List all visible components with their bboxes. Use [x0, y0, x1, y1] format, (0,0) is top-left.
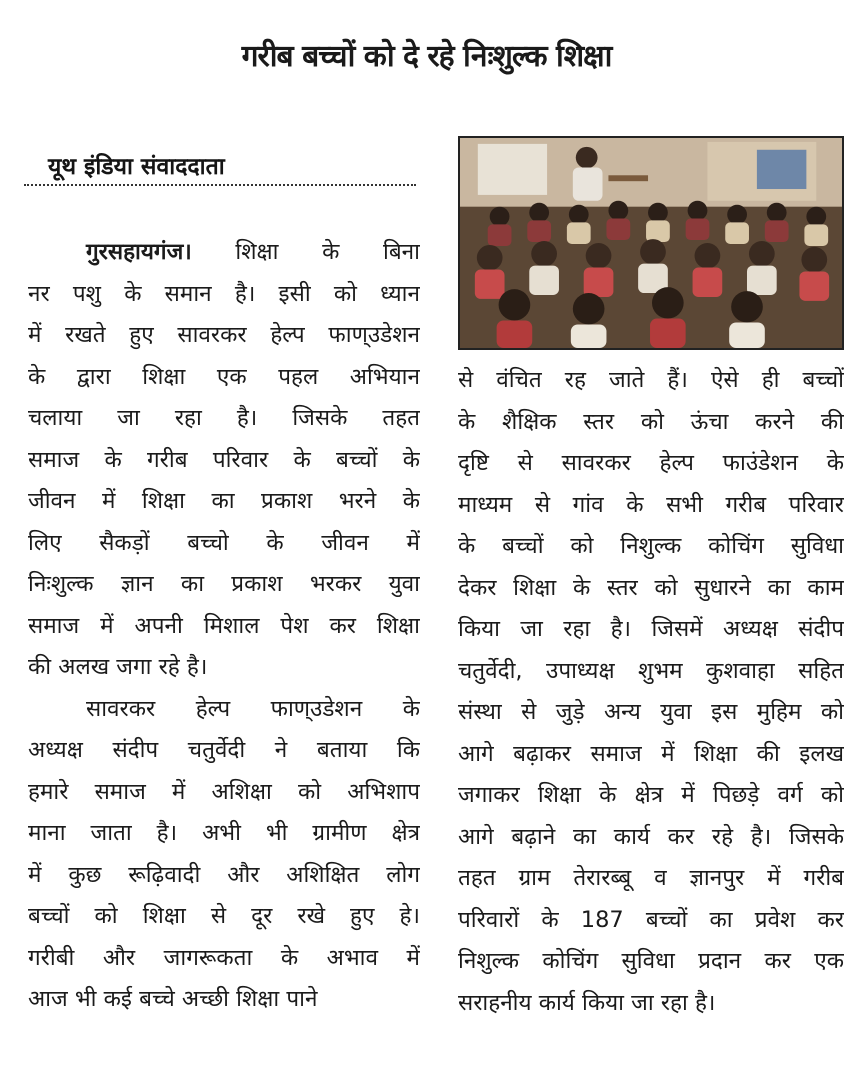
article-line [458, 983, 844, 1025]
article-line [458, 609, 844, 651]
article-line-text: में रखते हुए सावरकर हेल्प फाण्उडेशन [28, 322, 420, 348]
dateline: गुरसहायगंज। [86, 239, 192, 265]
article-line-text: के शैक्षिक स्तर को ऊंचा करने की [458, 408, 844, 435]
article-line-text: निशुल्क कोचिंग सुविधा प्रदान कर एक [458, 948, 844, 974]
article-line [28, 398, 420, 440]
article-line [458, 402, 844, 444]
byline: यूथ इंडिया संवाददाता [24, 150, 416, 186]
article-line [28, 440, 420, 482]
article-line [458, 692, 844, 734]
article-line [458, 443, 844, 485]
article-line-text: से वंचित रह जाते हैं। ऐसे ही बच्चों [458, 367, 844, 393]
article-line-text: सराहनीय कार्य किया जा रहा है। [458, 989, 716, 1016]
article-line [28, 232, 420, 274]
article-line [28, 315, 420, 357]
article-line-text: चलाया जा रहा है। जिसके तहत [28, 405, 420, 431]
article-line-text: समाज के गरीब परिवार के बच्चों के [28, 446, 420, 473]
article-line [28, 896, 420, 938]
headline: गरीब बच्चों को दे रहे निःशुल्क शिक्षा [241, 39, 612, 74]
classroom-photo [458, 136, 844, 350]
article-line [28, 979, 420, 1021]
article-line [28, 274, 420, 316]
article-line-text: नर पशु के समान है। इसी को ध्यान [28, 280, 420, 307]
article-line-text: के द्वारा शिक्षा एक पहल अभियान [28, 363, 420, 390]
article-line-text: निःशुल्क ज्ञान का प्रकाश भरकर युवा [28, 571, 420, 597]
article-line [458, 817, 844, 859]
article-line [28, 481, 420, 523]
article-line-text: की अलख जगा रहे है। [28, 654, 208, 680]
article-line-text: गरीबी और जागरूकता के अभाव में [28, 944, 420, 971]
article-line [458, 734, 844, 776]
article-line-text: जगाकर शिक्षा के क्षेत्र में पिछड़े वर्ग को [458, 782, 844, 808]
article-line-text: संस्था से जुड़े अन्य युवा इस मुहिम को [458, 699, 844, 725]
article-line [28, 813, 420, 855]
article-line [28, 855, 420, 897]
article-line-text: के बच्चों को निशुल्क कोचिंग सुविधा [458, 533, 844, 559]
article-line [458, 651, 844, 693]
article-line [28, 606, 420, 648]
article-line-text: सावरकर हेल्प फाण्उडेशन के [86, 695, 420, 722]
article-line [458, 568, 844, 610]
article-line [28, 357, 420, 399]
article-line-text: बच्चों को शिक्षा से दूर रखे हुए हे। [28, 903, 420, 929]
article-line-text: परिवारों के 187 बच्चों का प्रवेश कर [458, 906, 844, 933]
article-line [458, 526, 844, 568]
article-line-text: लिए सैकड़ों बच्चो के जीवन में [28, 529, 420, 556]
article-line-text: देकर शिक्षा के स्तर को सुधारने का काम [458, 574, 844, 601]
article-line [458, 941, 844, 983]
article-line-text: तहत ग्राम तेरारब्बू व ज्ञानपुर में गरीब [458, 865, 844, 891]
classroom-photo-icon [460, 138, 842, 348]
article-line-text: समाज में अपनी मिशाल पेश कर शिक्षा [28, 612, 420, 639]
article-line [28, 647, 420, 689]
article-line-text: किया जा रहा है। जिसमें अध्यक्ष संदीप [458, 616, 844, 642]
article-line-text: माध्यम से गांव के सभी गरीब परिवार [458, 491, 844, 518]
article-line-text: अध्यक्ष संदीप चतुर्वेदी ने बताया कि [28, 737, 420, 763]
article-line [28, 564, 420, 606]
article-line [458, 775, 844, 817]
article-line-text: में कुछ रूढ़िवादी और अशिक्षित लोग [28, 861, 420, 888]
article-line-text: शिक्षा के बिना [191, 239, 420, 265]
article-line-text: आगे बढ़ाने का कार्य कर रहे है। जिसके [458, 823, 844, 850]
article-line-text: आज भी कई बच्चे अच्छी शिक्षा पाने [28, 986, 318, 1012]
article-right-column [458, 360, 844, 1024]
article-line-text: चतुर्वेदी, उपाध्यक्ष शुभम कुशवाहा सहित [458, 657, 844, 684]
article-line-text: आगे बढ़ाकर समाज में शिक्षा की इलख [458, 740, 844, 767]
article-line [28, 523, 420, 565]
article-line [28, 938, 420, 980]
article-line-text: जीवन में शिक्षा का प्रकाश भरने के [28, 488, 420, 514]
article-line-text: माना जाता है। अभी भी ग्रामीण क्षेत्र [28, 820, 420, 846]
article-line [458, 485, 844, 527]
article-line-text: हमारे समाज में अशिक्षा को अभिशाप [28, 778, 420, 805]
article-left-column [28, 232, 420, 1021]
article-line [458, 858, 844, 900]
article-line [458, 360, 844, 402]
article-line [28, 730, 420, 772]
article-line-text: दृष्टि से सावरकर हेल्प फाउंडेशन के [458, 450, 844, 476]
article-line [458, 900, 844, 942]
article-line [28, 772, 420, 814]
article-line [28, 689, 420, 731]
